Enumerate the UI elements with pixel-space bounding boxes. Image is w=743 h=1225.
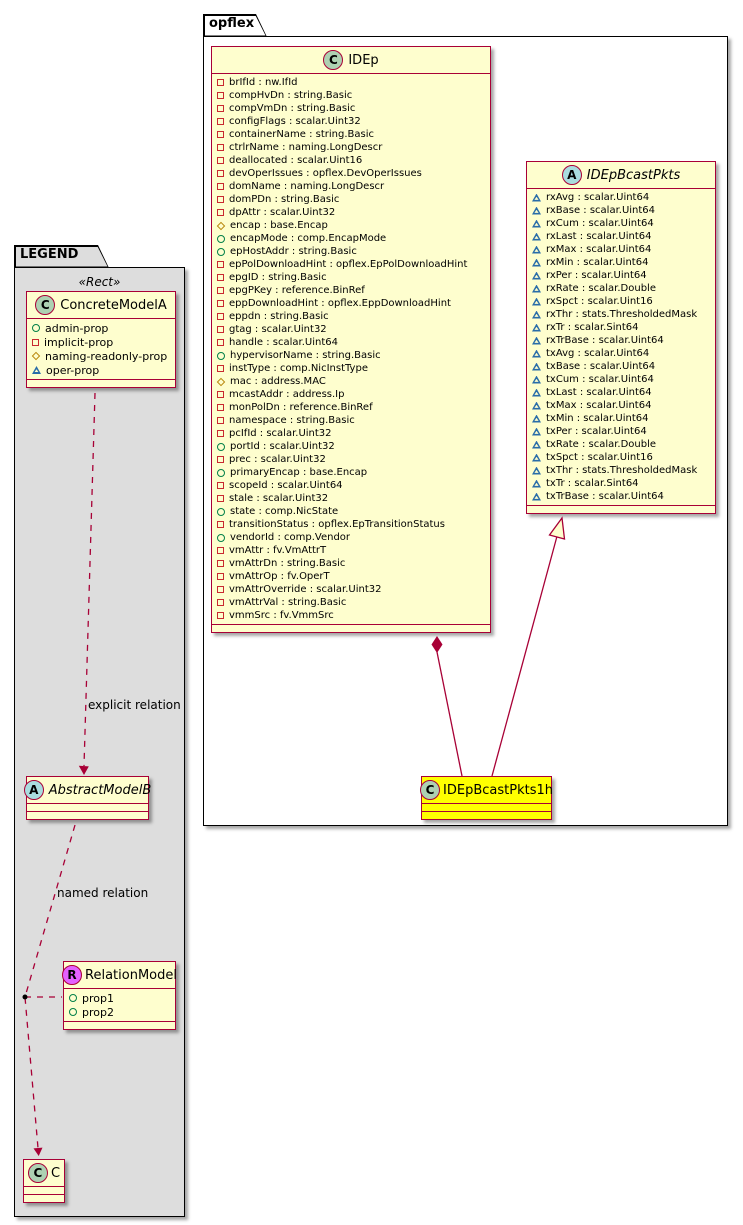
attribute-text: mcastAddr : address.Ip (229, 389, 345, 400)
circle-icon (32, 324, 40, 332)
attribute-text: oper-prop (46, 363, 100, 377)
attribute-text: brIfId : nw.IfId (229, 77, 298, 88)
attribute-text: txMax : scalar.Uint64 (546, 400, 652, 411)
triangle-icon (532, 480, 541, 488)
attribute-row (212, 440, 490, 453)
package-legend-tab (14, 245, 109, 268)
attribute-row (212, 583, 490, 596)
empty-compartment (212, 625, 490, 632)
class-abstractmodelb-title (27, 777, 152, 804)
attribute-text: hypervisorName : string.Basic (230, 350, 381, 361)
empty-compartment (527, 506, 715, 513)
square-icon (217, 391, 224, 398)
attribute-text: txTr : scalar.Sint64 (546, 478, 639, 489)
square-icon (217, 417, 224, 424)
attribute-row (212, 336, 490, 349)
square-icon (217, 430, 224, 437)
attribute-row (527, 490, 715, 503)
empty-compartment (27, 380, 175, 387)
attribute-row (212, 76, 490, 89)
attribute-text: portId : scalar.Uint32 (230, 441, 335, 452)
attribute-row (212, 570, 490, 583)
attribute-text: rxThr : stats.ThresholdedMask (546, 309, 698, 320)
attribute-text: implicit-prop (44, 335, 114, 349)
attribute-text: prop2 (82, 1005, 114, 1019)
attribute-row (527, 295, 715, 308)
attribute-row (212, 180, 490, 193)
relation-spot-icon: R (62, 965, 82, 985)
attribute-text: txRate : scalar.Double (546, 439, 657, 450)
attribute-text: namespace : string.Basic (229, 415, 355, 426)
attribute-row (212, 375, 490, 388)
attribute-row (27, 349, 175, 363)
class-spot-icon: C (28, 1163, 48, 1183)
attribute-text: mac : address.MAC (230, 376, 326, 387)
attribute-text: rxLast : scalar.Uint64 (546, 231, 652, 242)
attribute-text: vmAttr : fv.VmAttrT (229, 545, 327, 556)
attribute-row (27, 321, 175, 335)
class-name: RelationModel (85, 967, 177, 983)
square-icon (217, 612, 224, 619)
square-icon (217, 404, 224, 411)
square-icon (217, 313, 224, 320)
circle-icon (69, 1008, 77, 1016)
attribute-row (527, 321, 715, 334)
attribute-row (212, 453, 490, 466)
square-icon (217, 586, 224, 593)
class-idep (211, 46, 491, 633)
attribute-row (527, 308, 715, 321)
class-concretemodela (26, 291, 176, 388)
attribute-text: deallocated : scalar.Uint16 (229, 155, 363, 166)
square-icon (217, 547, 224, 554)
square-icon (217, 521, 224, 528)
attribute-text: configFlags : scalar.Uint32 (229, 116, 361, 127)
attribute-text: handle : scalar.Uint64 (229, 337, 339, 348)
attribute-row (527, 282, 715, 295)
class-spot-icon: C (420, 780, 440, 800)
triangle-icon (532, 220, 541, 228)
attribute-row (212, 128, 490, 141)
attribute-text: stale : scalar.Uint32 (229, 493, 329, 504)
attribute-text: rxSpct : scalar.Uint16 (546, 296, 653, 307)
square-icon (217, 131, 224, 138)
empty-compartment (24, 1187, 64, 1195)
attribute-text: txBase : scalar.Uint64 (546, 361, 656, 372)
attribute-row (527, 373, 715, 386)
attribute-row (212, 258, 490, 271)
diamond-icon (217, 221, 225, 229)
triangle-icon (532, 298, 541, 306)
square-icon (217, 183, 224, 190)
triangle-icon (532, 259, 541, 267)
attribute-row (527, 464, 715, 477)
class-name: ConcreteModelA (60, 297, 167, 313)
class-abstractmodelb (26, 776, 152, 820)
triangle-icon (532, 246, 541, 254)
attribute-text: rxAvg : scalar.Uint64 (546, 192, 650, 203)
circle-icon (217, 248, 225, 256)
attribute-text: encapMode : comp.EncapMode (230, 233, 387, 244)
square-icon (217, 300, 224, 307)
attribute-row (212, 557, 490, 570)
attribute-row (527, 438, 715, 451)
square-icon (217, 287, 224, 294)
class-name: AbstractModelB (48, 782, 152, 798)
attribute-row (212, 596, 490, 609)
square-icon (217, 105, 224, 112)
attribute-row (527, 230, 715, 243)
package-opflex-tab (203, 14, 267, 37)
class-idepbcastpkts-title (527, 162, 715, 189)
attribute-text: vmAttrOp : fv.OperT (229, 571, 330, 582)
circle-icon (69, 994, 77, 1002)
square-icon (217, 209, 224, 216)
attribute-row (212, 284, 490, 297)
attribute-row (212, 544, 490, 557)
attribute-row (527, 217, 715, 230)
circle-icon (217, 469, 225, 477)
circle-icon (217, 443, 225, 451)
empty-compartment (64, 1022, 175, 1029)
attribute-text: txTrBase : scalar.Uint64 (546, 491, 664, 502)
class-spot-icon: C (323, 50, 343, 70)
attribute-row (212, 349, 490, 362)
triangle-icon (532, 194, 541, 202)
square-icon (217, 157, 224, 164)
attribute-text: vmAttrVal : string.Basic (229, 597, 347, 608)
triangle-icon (532, 467, 541, 475)
empty-compartment (422, 804, 551, 812)
attribute-text: epHostAddr : string.Basic (230, 246, 357, 257)
triangle-icon (532, 285, 541, 293)
attribute-row (527, 243, 715, 256)
attribute-text: txCum : scalar.Uint64 (546, 374, 654, 385)
class-concretemodela-title (27, 292, 175, 319)
triangle-icon (532, 337, 541, 345)
square-icon (217, 326, 224, 333)
attribute-row (527, 477, 715, 490)
attribute-row (212, 141, 490, 154)
package-legend-label: LEGEND (20, 247, 79, 262)
attribute-row (212, 609, 490, 622)
circle-icon (217, 534, 225, 542)
attribute-row (27, 363, 175, 377)
attribute-row (527, 191, 715, 204)
attribute-text: encap : base.Encap (230, 220, 328, 231)
square-icon (217, 560, 224, 567)
attribute-row (527, 256, 715, 269)
attribute-row (212, 466, 490, 479)
attribute-text: compHvDn : string.Basic (229, 90, 353, 101)
circle-icon (217, 352, 225, 360)
attribute-text: eppDownloadHint : opflex.EppDownloadHint (229, 298, 451, 309)
square-icon (217, 79, 224, 86)
attribute-text: vendorId : comp.Vendor (230, 532, 351, 543)
triangle-icon (532, 428, 541, 436)
package-opflex-label: opflex (209, 16, 255, 31)
attribute-text: containerName : string.Basic (229, 129, 374, 140)
class-c-title (24, 1160, 64, 1187)
square-icon (217, 261, 224, 268)
class-c (23, 1159, 65, 1203)
rect-stereotype: «Rect» (78, 275, 121, 289)
attribute-text: epgID : string.Basic (229, 272, 327, 283)
attribute-row (212, 245, 490, 258)
circle-icon (217, 235, 225, 243)
attribute-text: devOperIssues : opflex.DevOperIssues (229, 168, 422, 179)
triangle-icon (532, 376, 541, 384)
attribute-text: ctrlrName : naming.LongDescr (229, 142, 383, 153)
attribute-text: pcIfId : scalar.Uint32 (229, 428, 332, 439)
triangle-icon (532, 402, 541, 410)
square-icon (217, 365, 224, 372)
square-icon (217, 170, 224, 177)
attribute-row (212, 206, 490, 219)
attribute-row (212, 505, 490, 518)
attribute-text: vmAttrDn : string.Basic (229, 558, 346, 569)
attribute-row (212, 89, 490, 102)
attribute-text: vmmSrc : fv.VmmSrc (229, 610, 334, 621)
attribute-row (527, 269, 715, 282)
triangle-icon (532, 207, 541, 215)
square-icon (217, 339, 224, 346)
attribute-text: domPDn : string.Basic (229, 194, 340, 205)
attribute-text: txMin : scalar.Uint64 (546, 413, 649, 424)
attribute-text: prec : scalar.Uint32 (229, 454, 326, 465)
class-name: C (50, 1165, 61, 1181)
triangle-icon (32, 366, 41, 374)
square-icon (217, 573, 224, 580)
attribute-text: admin-prop (45, 321, 109, 335)
square-icon (217, 495, 224, 502)
attribute-text: rxMax : scalar.Uint64 (546, 244, 652, 255)
attribute-row (527, 386, 715, 399)
attribute-text: eppdn : string.Basic (229, 311, 329, 322)
attribute-text: dpAttr : scalar.Uint32 (229, 207, 336, 218)
attribute-text: rxCum : scalar.Uint64 (546, 218, 654, 229)
class-relationmodel-attributes (64, 989, 175, 1022)
square-icon (217, 599, 224, 606)
class-name: IDEpBcastPkts (586, 167, 681, 183)
attribute-text: transitionStatus : opflex.EpTransitionStatus (229, 519, 445, 530)
attribute-text: naming-readonly-prop (45, 349, 168, 363)
attribute-text: rxBase : scalar.Uint64 (546, 205, 656, 216)
triangle-icon (532, 363, 541, 371)
class-idepbcastpkts (526, 161, 716, 514)
triangle-icon (532, 441, 541, 449)
attribute-text: epgPKey : reference.BinRef (229, 285, 365, 296)
class-name: IDEp (348, 52, 379, 68)
attribute-row (212, 362, 490, 375)
diamond-icon (32, 352, 40, 360)
abstract-spot-icon: A (562, 165, 582, 185)
abstract-spot-icon: A (24, 780, 44, 800)
attribute-row (212, 232, 490, 245)
attribute-text: vmAttrOverride : scalar.Uint32 (229, 584, 382, 595)
class-idepbcastpkts1h-title (422, 777, 551, 804)
class-relationmodel-title (64, 962, 175, 989)
attribute-text: primaryEncap : base.Encap (230, 467, 368, 478)
attribute-text: epPolDownloadHint : opflex.EpPolDownloadHint (229, 259, 468, 270)
class-relationmodel (63, 961, 176, 1030)
attribute-row (527, 425, 715, 438)
attribute-row (212, 323, 490, 336)
attribute-text: txPer : scalar.Uint64 (546, 426, 647, 437)
attribute-row (212, 479, 490, 492)
attribute-row (527, 399, 715, 412)
square-icon (217, 456, 224, 463)
class-idep-title (212, 47, 490, 74)
square-icon (217, 118, 224, 125)
square-icon (32, 339, 39, 346)
class-name: IDEpBcastPkts1h (443, 782, 553, 798)
triangle-icon (532, 493, 541, 501)
attribute-row (212, 154, 490, 167)
attribute-row (212, 401, 490, 414)
attribute-row (527, 451, 715, 464)
attribute-row (212, 193, 490, 206)
triangle-icon (532, 415, 541, 423)
attribute-text: rxTr : scalar.Sint64 (546, 322, 639, 333)
class-concretemodela-attributes (27, 319, 175, 380)
attribute-text: txLast : scalar.Uint64 (546, 387, 652, 398)
triangle-icon (532, 233, 541, 241)
class-idepbcastpkts-attributes (527, 189, 715, 506)
explicit-relation-label: explicit relation (88, 698, 181, 712)
triangle-icon (532, 272, 541, 280)
attribute-text: rxRate : scalar.Double (546, 283, 656, 294)
attribute-text: rxPer : scalar.Uint64 (546, 270, 647, 281)
attribute-row (212, 297, 490, 310)
square-icon (217, 144, 224, 151)
attribute-text: rxTrBase : scalar.Uint64 (546, 335, 664, 346)
attribute-text: instType : comp.NicInstType (229, 363, 368, 374)
attribute-row (212, 219, 490, 232)
empty-compartment (24, 1195, 64, 1202)
package-legend-body (14, 267, 185, 1217)
attribute-text: txThr : stats.ThresholdedMask (546, 465, 698, 476)
named-relation-label: named relation (57, 886, 149, 900)
class-idepbcastpkts1h (421, 776, 552, 820)
attribute-row (27, 335, 175, 349)
package-opflex-body (203, 36, 728, 826)
attribute-text: prop1 (82, 991, 114, 1005)
attribute-row (212, 271, 490, 284)
attribute-row (527, 334, 715, 347)
square-icon (217, 92, 224, 99)
attribute-row (527, 204, 715, 217)
attribute-row (212, 388, 490, 401)
attribute-row (212, 427, 490, 440)
triangle-icon (532, 311, 541, 319)
square-icon (217, 482, 224, 489)
class-spot-icon: C (35, 295, 55, 315)
attribute-row (527, 360, 715, 373)
attribute-text: rxMin : scalar.Uint64 (546, 257, 649, 268)
attribute-row (527, 347, 715, 360)
circle-icon (217, 508, 225, 516)
triangle-icon (532, 389, 541, 397)
attribute-text: monPolDn : reference.BinRef (229, 402, 373, 413)
attribute-row (64, 991, 175, 1005)
square-icon (217, 196, 224, 203)
square-icon (217, 274, 224, 281)
attribute-row (212, 531, 490, 544)
attribute-row (64, 1005, 175, 1019)
attribute-text: txSpct : scalar.Uint16 (546, 452, 653, 463)
empty-compartment (27, 804, 148, 812)
attribute-row (212, 167, 490, 180)
triangle-icon (532, 324, 541, 332)
attribute-text: state : comp.NicState (230, 506, 339, 517)
attribute-row (527, 412, 715, 425)
attribute-row (212, 414, 490, 427)
class-idep-attributes (212, 74, 490, 625)
attribute-row (212, 492, 490, 505)
attribute-text: gtag : scalar.Uint32 (229, 324, 327, 335)
attribute-row (212, 518, 490, 531)
empty-compartment (422, 812, 551, 819)
triangle-icon (532, 350, 541, 358)
attribute-text: domName : naming.LongDescr (229, 181, 385, 192)
attribute-row (212, 115, 490, 128)
attribute-row (212, 310, 490, 323)
diamond-icon (217, 377, 225, 385)
empty-compartment (27, 812, 148, 819)
attribute-text: scopeId : scalar.Uint64 (229, 480, 343, 491)
attribute-text: txAvg : scalar.Uint64 (546, 348, 650, 359)
triangle-icon (532, 454, 541, 462)
attribute-row (212, 102, 490, 115)
attribute-text: compVmDn : string.Basic (229, 103, 356, 114)
